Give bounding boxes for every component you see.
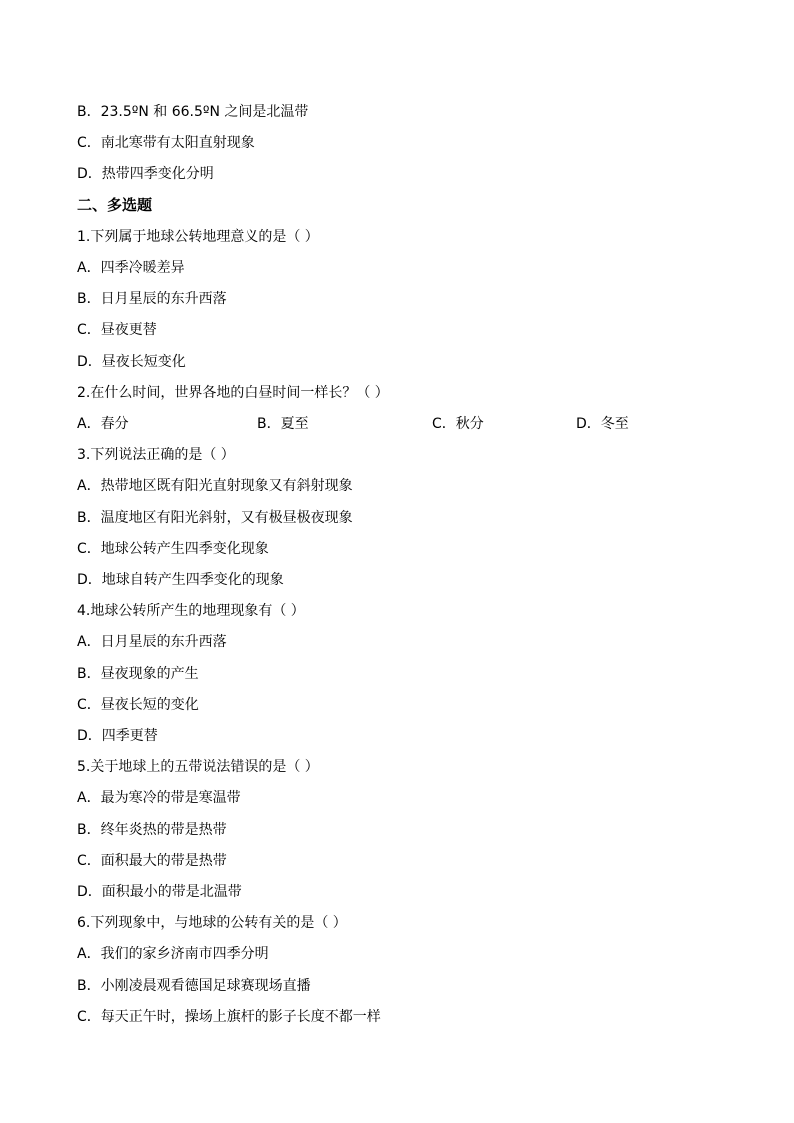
q4-option-c: C．昼夜长短的变化 bbox=[77, 697, 199, 713]
q1-option-c: C．昼夜更替 bbox=[77, 322, 157, 338]
q2-option-c: C．秋分 bbox=[432, 416, 484, 432]
question-2: 2.在什么时间，世界各地的白昼时间一样长？（ ） bbox=[77, 385, 389, 401]
q1-option-a: A．四季冷暖差异 bbox=[77, 260, 185, 276]
q2-option-a: A．春分 bbox=[77, 416, 129, 432]
q6-option-b: B．小刚凌晨观看德国足球赛现场直播 bbox=[77, 978, 311, 994]
question-4: 4.地球公转所产生的地理现象有（ ） bbox=[77, 603, 305, 619]
q3-option-d: D．地球自转产生四季变化的现象 bbox=[77, 572, 284, 588]
option-b-north-temperate: B．23.5ºN 和 66.5ºN 之间是北温带 bbox=[77, 104, 309, 120]
section-heading-multiple-choice: 二、多选题 bbox=[77, 196, 153, 214]
q4-option-b: B．昼夜现象的产生 bbox=[77, 666, 199, 682]
option-c-frigid-zone: C．南北寒带有太阳直射现象 bbox=[77, 135, 255, 151]
question-3: 3.下列说法正确的是（ ） bbox=[77, 447, 235, 463]
q1-option-d: D．昼夜长短变化 bbox=[77, 354, 186, 370]
q5-option-b: B．终年炎热的带是热带 bbox=[77, 822, 227, 838]
q4-option-a: A．日月星辰的东升西落 bbox=[77, 634, 227, 650]
q6-option-c: C．每天正午时，操场上旗杆的影子长度不都一样 bbox=[77, 1009, 381, 1025]
q5-option-a: A．最为寒冷的带是寒温带 bbox=[77, 790, 241, 806]
q4-option-d: D．四季更替 bbox=[77, 728, 158, 744]
question-5: 5.关于地球上的五带说法错误的是（ ） bbox=[77, 759, 319, 775]
q2-option-b: B．夏至 bbox=[257, 416, 309, 432]
question-6: 6.下列现象中，与地球的公转有关的是（ ） bbox=[77, 915, 347, 931]
q5-option-d: D．面积最小的带是北温带 bbox=[77, 884, 242, 900]
q3-option-a: A．热带地区既有阳光直射现象又有斜射现象 bbox=[77, 478, 353, 494]
q1-option-b: B．日月星辰的东升西落 bbox=[77, 291, 227, 307]
q3-option-b: B．温度地区有阳光斜射，又有极昼极夜现象 bbox=[77, 510, 353, 526]
q3-option-c: C．地球公转产生四季变化现象 bbox=[77, 541, 269, 557]
question-1: 1.下列属于地球公转地理意义的是（ ） bbox=[77, 229, 319, 245]
q2-option-d: D．冬至 bbox=[576, 416, 629, 432]
q6-option-a: A．我们的家乡济南市四季分明 bbox=[77, 946, 269, 962]
q5-option-c: C．面积最大的带是热带 bbox=[77, 853, 227, 869]
option-d-tropics: D．热带四季变化分明 bbox=[77, 166, 214, 182]
